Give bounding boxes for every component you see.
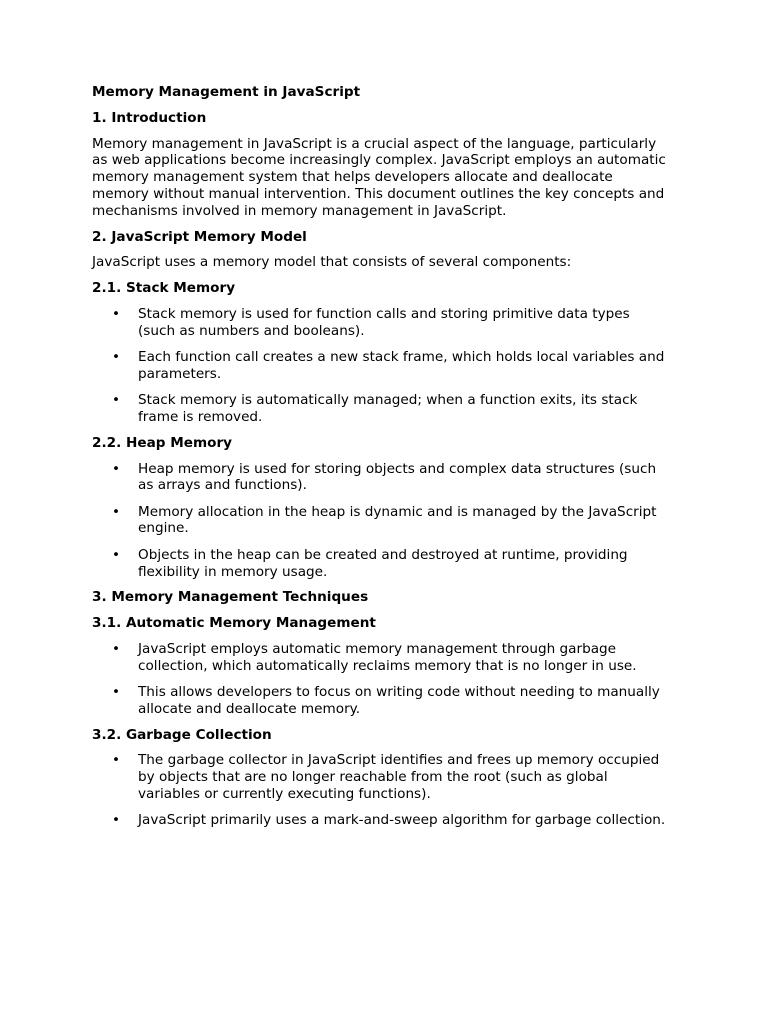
subsection-heading-automatic-memory: 3.1. Automatic Memory Management	[92, 615, 376, 632]
list-item	[92, 392, 670, 426]
list-item-text: Memory allocation in the heap is dynamic and is managed by the JavaScript engine.	[138, 503, 657, 537]
automatic-memory-list	[92, 641, 670, 718]
list-item-text: JavaScript primarily uses a mark-and-sweep algorithm for garbage collection.	[138, 812, 666, 829]
subsection-heading-heap-memory: 2.2. Heap Memory	[92, 434, 233, 451]
memory-model-paragraph: JavaScript uses a memory model that consists of several components:	[92, 254, 572, 271]
list-item-text: Objects in the heap can be created and destroyed at runtime, providing flexibility in memory usage.	[138, 546, 628, 580]
list-item	[92, 504, 670, 538]
list-item	[92, 812, 670, 829]
document-title: Memory Management in JavaScript	[92, 84, 361, 100]
list-item-text: Stack memory is automatically managed; when a function exits, its stack frame is removed.	[138, 392, 638, 425]
bullet-icon: •	[112, 392, 121, 409]
bullet-icon: •	[112, 640, 121, 657]
bullet-icon: •	[112, 503, 121, 520]
subsection-heading-garbage-collection: 3.2. Garbage Collection	[92, 726, 272, 743]
bullet-icon: •	[112, 546, 121, 563]
bullet-icon: •	[112, 812, 121, 829]
list-item-text: JavaScript employs automatic memory management through garbage collection, which automatically reclaims memory that is no longer in use.	[138, 640, 637, 674]
list-item	[92, 547, 670, 581]
bullet-icon: •	[112, 752, 121, 769]
bullet-icon: •	[112, 349, 121, 366]
list-item-text: The garbage collector in JavaScript identifies and frees up memory occupied by objects that are no longer reachable from the root (such as global variables or currently executing functions).	[138, 752, 660, 802]
bullet-icon: •	[112, 684, 121, 701]
bullet-icon: •	[112, 460, 121, 477]
list-item	[92, 306, 670, 340]
list-item	[92, 641, 670, 675]
stack-memory-list	[92, 306, 670, 426]
section-heading-memory-model: 2. JavaScript Memory Model	[92, 228, 307, 245]
list-item	[92, 461, 670, 495]
bullet-icon: •	[112, 305, 121, 322]
list-item-text: This allows developers to focus on writing code without needing to manually allocate and deallocate memory.	[138, 684, 660, 717]
introduction-paragraph: Memory management in JavaScript is a crucial aspect of the language, particularly as web applications become increasingly complex. JavaScript employs an automatic memory management system that helps developers allocate and deallocate memory without manual intervention. This document outlines the key concepts and mechanisms involved in memory management in JavaScript.	[92, 135, 666, 219]
subsection-heading-stack-memory: 2.1. Stack Memory	[92, 280, 236, 297]
section-heading-techniques: 3. Memory Management Techniques	[92, 589, 369, 606]
list-item	[92, 684, 670, 718]
list-item	[92, 349, 670, 383]
garbage-collection-list	[92, 752, 670, 829]
document-body	[92, 84, 670, 838]
list-item-text: Each function call creates a new stack frame, which holds local variables and parameters.	[138, 349, 665, 382]
list-item-text: Heap memory is used for storing objects and complex data structures (such as arrays and functions).	[138, 460, 657, 494]
list-item	[92, 752, 670, 802]
section-heading-introduction: 1. Introduction	[92, 109, 207, 126]
list-item-text: Stack memory is used for function calls and storing primitive data types (such as numbers and booleans).	[138, 305, 630, 339]
heap-memory-list	[92, 461, 670, 581]
